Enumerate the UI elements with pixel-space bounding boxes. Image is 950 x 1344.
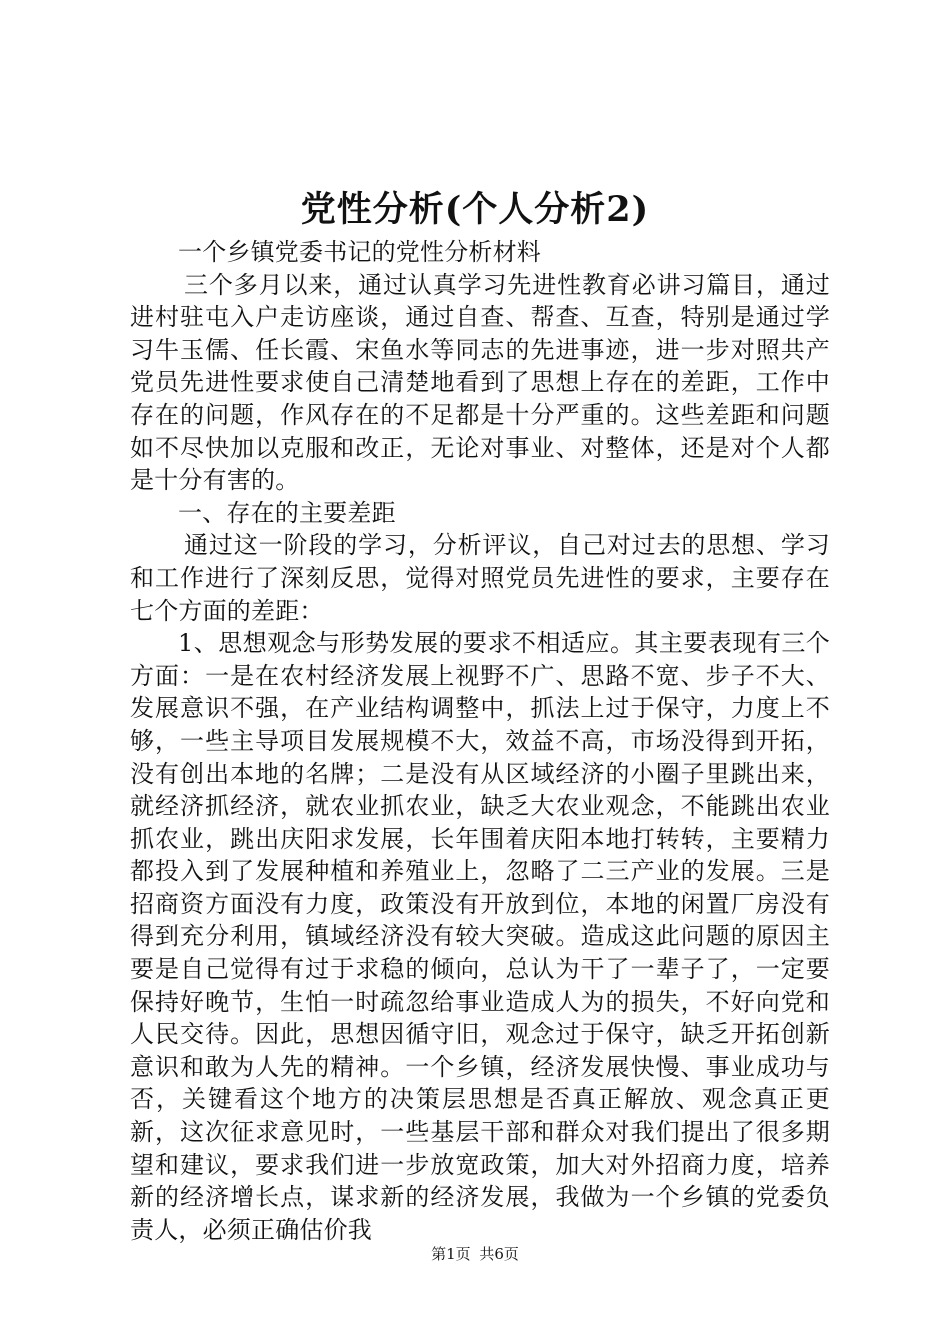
page-footer: [0, 1244, 950, 1264]
page-number: 第1页: [431, 1245, 471, 1263]
body-paragraph: 通过这一阶段的学习，分析评议，自己对过去的思想、学习和工作进行了深刻反思，觉得对照党员先进性的要求，主要存在七个方面的差距：: [130, 531, 830, 625]
section-heading: 一、存在的主要差距: [178, 498, 396, 527]
page-total: 共6页: [479, 1245, 519, 1263]
body-paragraph: 1、思想观念与形势发展的要求不相适应。其主要表现有三个方面：一是在农村经济发展上视野不广、思路不宽、步子不大、发展意识不强，在产业结构调整中，抓法上过于保守，力度上不够，一些主导项目发展规模不大，效益不高，市场没得到开拓，没有创出本地的名牌；二是没有从区域经济的小圈子里跳出来，就经济抓经济，就农业抓农业，缺乏大农业观念，不能跳出农业抓农业，跳出庆阳求发展，长年围着庆阳本地打转转，主要精力都投入到了发展种植和养殖业上，忽略了二三产业的发展。三是招商资方面没有力度，政策没有开放到位，本地的闲置厂房没有得到充分利用，镇域经济没有较大突破。造成这此问题的原因主要是自己觉得有过于求稳的倾向，总认为干了一辈子了，一定要保持好晚节，生怕一时疏忽给事业造成人为的损失，不好向党和人民交待。因此，思想因循守旧，观念过于保守，缺乏开拓创新意识和敢为人先的精神。一个乡镇，经济发展快慢、事业成功与否，关键看这个地方的决策层思想是否真正解放、观念真正更新，这次征求意见时，一些基层干部和群众对我们提出了很多期望和建议，要求我们进一步放宽政策，加大对外招商力度，培养新的经济增长点，谋求新的经济发展，我做为一个乡镇的党委负责人，必须正确估价我: [130, 629, 830, 1244]
document-body: [130, 236, 830, 1246]
body-paragraph: 三个多月以来，通过认真学习先进性教育必讲习篇目，通过进村驻屯入户走访座谈，通过自查、帮查、互查，特别是通过学习牛玉儒、任长霞、宋鱼水等同志的先进事迹，进一步对照共产党员先进性要求使自己清楚地看到了思想上存在的差距，工作中存在的问题，作风存在的不足都是十分严重的。这些差距和问题如不尽快加以克服和改正，无论对事业、对整体，还是对个人都是十分有害的。: [130, 270, 830, 495]
document-subtitle: 一个乡镇党委书记的党性分析材料: [178, 238, 541, 266]
document-title: 党性分析(个人分析2): [300, 189, 650, 230]
